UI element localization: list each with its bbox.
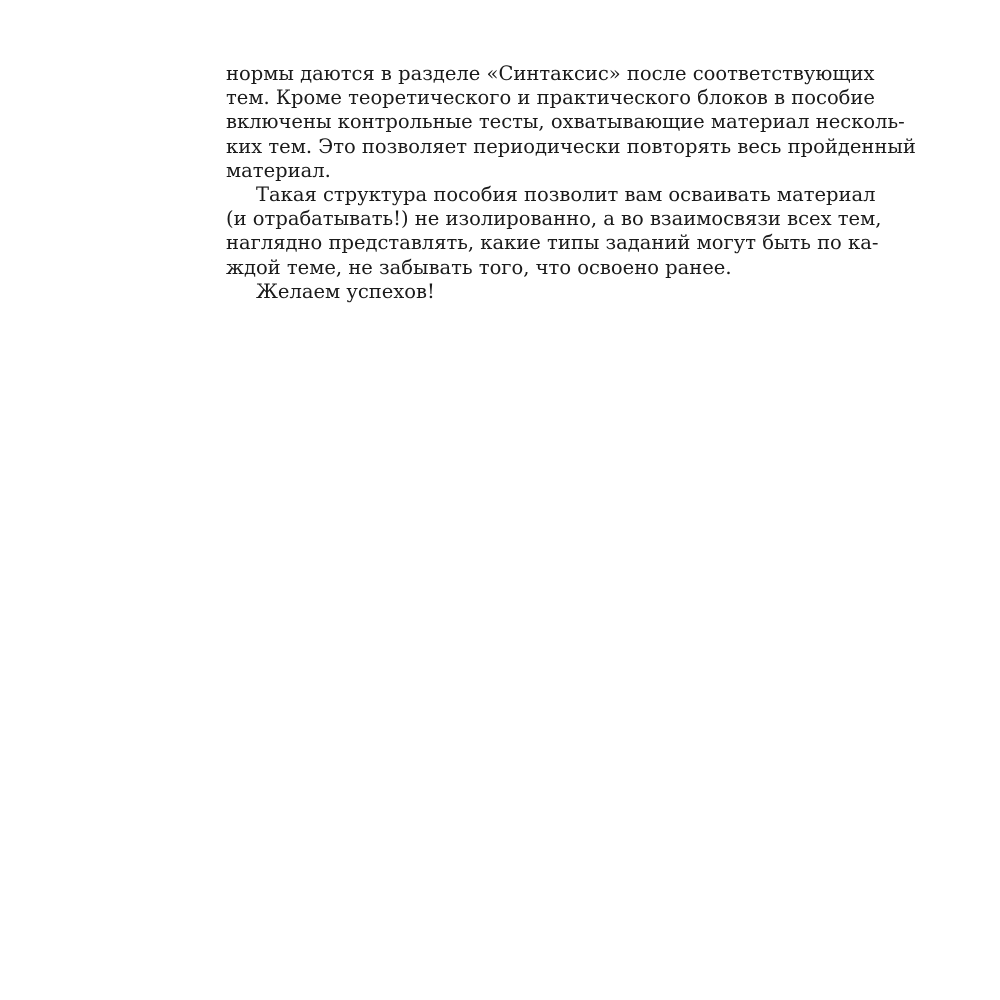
text-line: Желаем успехов! bbox=[256, 279, 435, 303]
text-line: нормы даются в разделе «Синтаксис» после соответствующих bbox=[226, 62, 875, 85]
text-line: ждой теме, не забывать того, что освоено ранее. bbox=[226, 255, 732, 279]
text-line: тем. Кроме теоретического и практического блоков в пособие bbox=[226, 86, 875, 110]
text-line: включены контрольные тесты, охватывающие материал несколь- bbox=[226, 110, 905, 134]
paragraph bbox=[226, 182, 882, 280]
text-line: Такая структура пособия позволит вам осваивать материал bbox=[256, 182, 876, 206]
paragraph bbox=[226, 280, 786, 304]
text-line: материал. bbox=[226, 158, 331, 182]
paragraph bbox=[226, 62, 916, 183]
text-line: (и отрабатывать!) не изолированно, а во взаимосвязи всех тем, bbox=[226, 207, 882, 231]
text-line: наглядно представлять, какие типы заданий могут быть по ка- bbox=[226, 231, 879, 255]
body-text bbox=[226, 62, 916, 304]
text-line: ких тем. Это позволяет периодически повторять весь пройденный bbox=[226, 134, 916, 158]
